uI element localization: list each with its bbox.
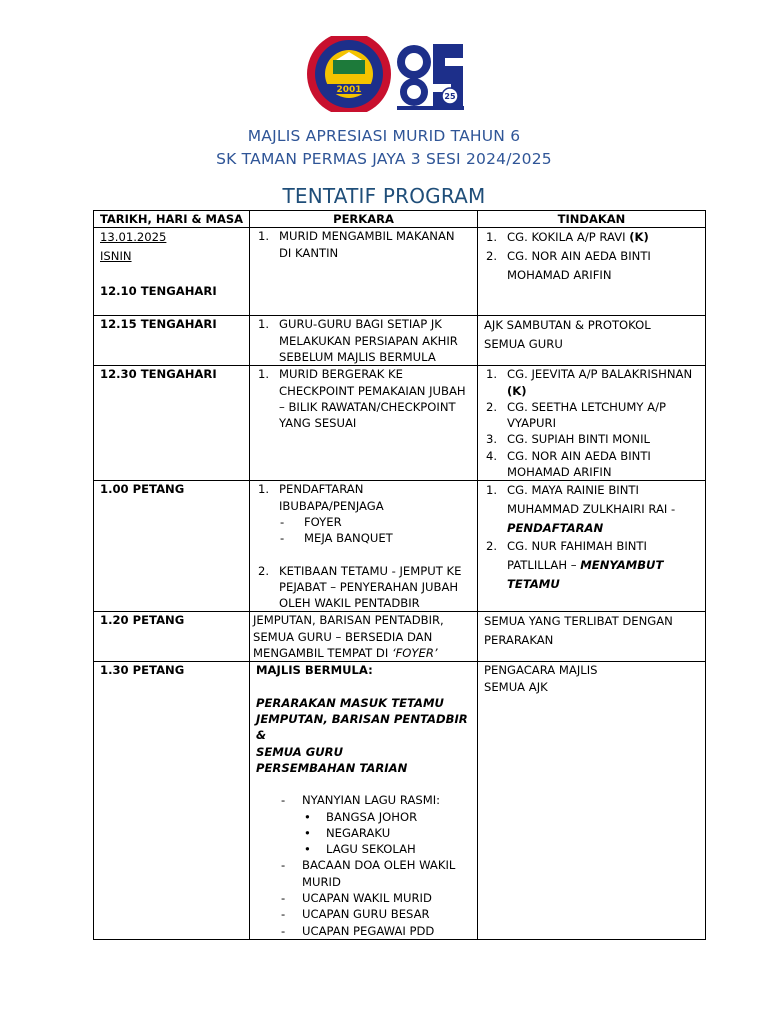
svg-text:25: 25: [444, 92, 456, 101]
svg-text:2001: 2001: [336, 85, 362, 95]
school-session: SK TAMAN PERMAS JAYA 3 SESI 2024/2025: [216, 150, 552, 168]
table-row: [94, 366, 706, 481]
perkara-cell: [250, 316, 478, 366]
column-header: TARIKH, HARI & MASA: [94, 211, 250, 228]
list-item: - NYANYIAN LAGU RASMI:: [281, 793, 441, 808]
list-item: 1. CG. MAYA RAINIE BINTI MUHAMMAD ZULKHAIRI RAI - PENDAFTARAN: [486, 483, 676, 535]
date: 13.01.2025: [100, 230, 167, 245]
time-cell: 1.00 PETANG: [94, 481, 250, 612]
list-item: 1. GURU-GURU BAGI SETIAP JK MELAKUKAN PERSIAPAN AKHIR SEBELUM MAJLIS BERMULA: [258, 317, 458, 364]
list-item: • LAGU SEKOLAH: [304, 842, 416, 857]
tindakan-cell: PENGACARA MAJLIS SEMUA AJK: [478, 662, 706, 939]
tindakan-cell: [478, 481, 706, 612]
programme-logo: [397, 44, 464, 110]
time: 12.10 TENGAHARI: [100, 283, 217, 298]
tindakan-cell: SEMUA YANG TERLIBAT DENGAN PERARAKAN: [478, 612, 706, 662]
list-item: 4. CG. NOR AIN AEDA BINTI MOHAMAD ARIFIN: [486, 448, 651, 480]
list-item: 1. CG. KOKILA A/P RAVI (K): [486, 230, 649, 245]
list-item: 3. CG. SUPIAH BINTI MONIL: [486, 432, 650, 447]
tindakan-cell: [478, 366, 706, 481]
list-item: - MEJA BANQUET: [280, 531, 393, 546]
list-item: 2. KETIBAAN TETAMU - JEMPUT KE PEJABAT – PENYERAHAN JUBAH OLEH WAKIL PENTADBIR: [258, 563, 462, 611]
school-logos: [0, 36, 768, 112]
school-crest-logo: [307, 36, 391, 112]
table-header-row: [94, 211, 706, 228]
logo-area: [0, 36, 768, 112]
list-item: 2. CG. NUR FAHIMAH BINTI PATLILLAH – MENYAMBUT TETAMU: [486, 539, 664, 591]
event-title: MAJLIS APRESIASI MURID TAHUN 6: [247, 127, 521, 145]
time-cell: 1.30 PETANG: [94, 662, 250, 939]
time-cell: 12.15 TENGAHARI: [94, 316, 250, 366]
programme-table: [93, 210, 706, 940]
time-cell: 1.20 PETANG: [94, 612, 250, 662]
column-header: PERKARA: [250, 211, 478, 228]
list-item: 1. CG. JEEVITA A/P BALAKRISHNAN (K): [486, 367, 693, 398]
table-row: [94, 228, 706, 316]
tindakan-cell: [478, 228, 706, 316]
list-item: 2. CG. SEETHA LETCHUMY A/P VYAPURI: [486, 399, 666, 431]
list-item: - FOYER: [280, 514, 342, 529]
time-cell: [94, 228, 250, 316]
list-item: 2. CG. NOR AIN AEDA BINTI MOHAMAD ARIFIN: [486, 249, 651, 282]
list-item: 1. MURID BERGERAK KE CHECKPOINT PEMAKAIAN JUBAH – BILIK RAWATAN/CHECKPOINT YANG SESUAI: [258, 367, 466, 431]
list-item: - UCAPAN GURU BESAR: [281, 907, 430, 922]
list-item: - UCAPAN PEGAWAI PDD: [281, 923, 435, 938]
perkara-cell: JEMPUTAN, BARISAN PENTADBIR, SEMUA GURU – BERSEDIA DAN MENGAMBIL TEMPAT DI ‘FOYER’: [250, 612, 478, 662]
table-row: [94, 481, 706, 612]
list-item: 1. PENDAFTARAN IBUBAPA/PENJAGA: [258, 482, 384, 513]
time-cell: 12.30 TENGAHARI: [94, 366, 250, 481]
table-row: [94, 316, 706, 366]
perkara-cell: [250, 481, 478, 612]
list-item: • BANGSA JOHOR: [304, 809, 418, 824]
page-title: TENTATIF PROGRAM: [282, 184, 486, 208]
list-item: • NEGARAKU: [304, 825, 391, 840]
tindakan-cell: AJK SAMBUTAN & PROTOKOL SEMUA GURU: [478, 316, 706, 366]
column-header: TINDAKAN: [478, 211, 706, 228]
list-item: - BACAAN DOA OLEH WAKIL MURID: [281, 858, 456, 889]
table-row: [94, 612, 706, 662]
perkara-cell: [250, 366, 478, 481]
table-row: [94, 662, 706, 939]
day: ISNIN: [100, 249, 132, 263]
perkara-cell: [250, 228, 478, 316]
list-item: 1. MURID MENGAMBIL MAKANAN DI KANTIN: [258, 229, 455, 260]
list-item: - UCAPAN WAKIL MURID: [281, 891, 432, 906]
perkara-cell: MAJLIS BERMULA: PERARAKAN MASUK TETAMU JEMPUTAN, BARISAN PENTADBIR & SEMUA GURU PERSEMBAHAN TARIAN - NYANYIAN LAGU RASMI: • BANGSA JOHOR • NEGARAKU • LAGU SEKOLAH - BACAAN DOA OLEH WAKIL MURID - UCAPAN WAKIL MURID - UCAPAN GURU BESAR - UCAPAN PEGAWAI PDD: [250, 662, 478, 939]
